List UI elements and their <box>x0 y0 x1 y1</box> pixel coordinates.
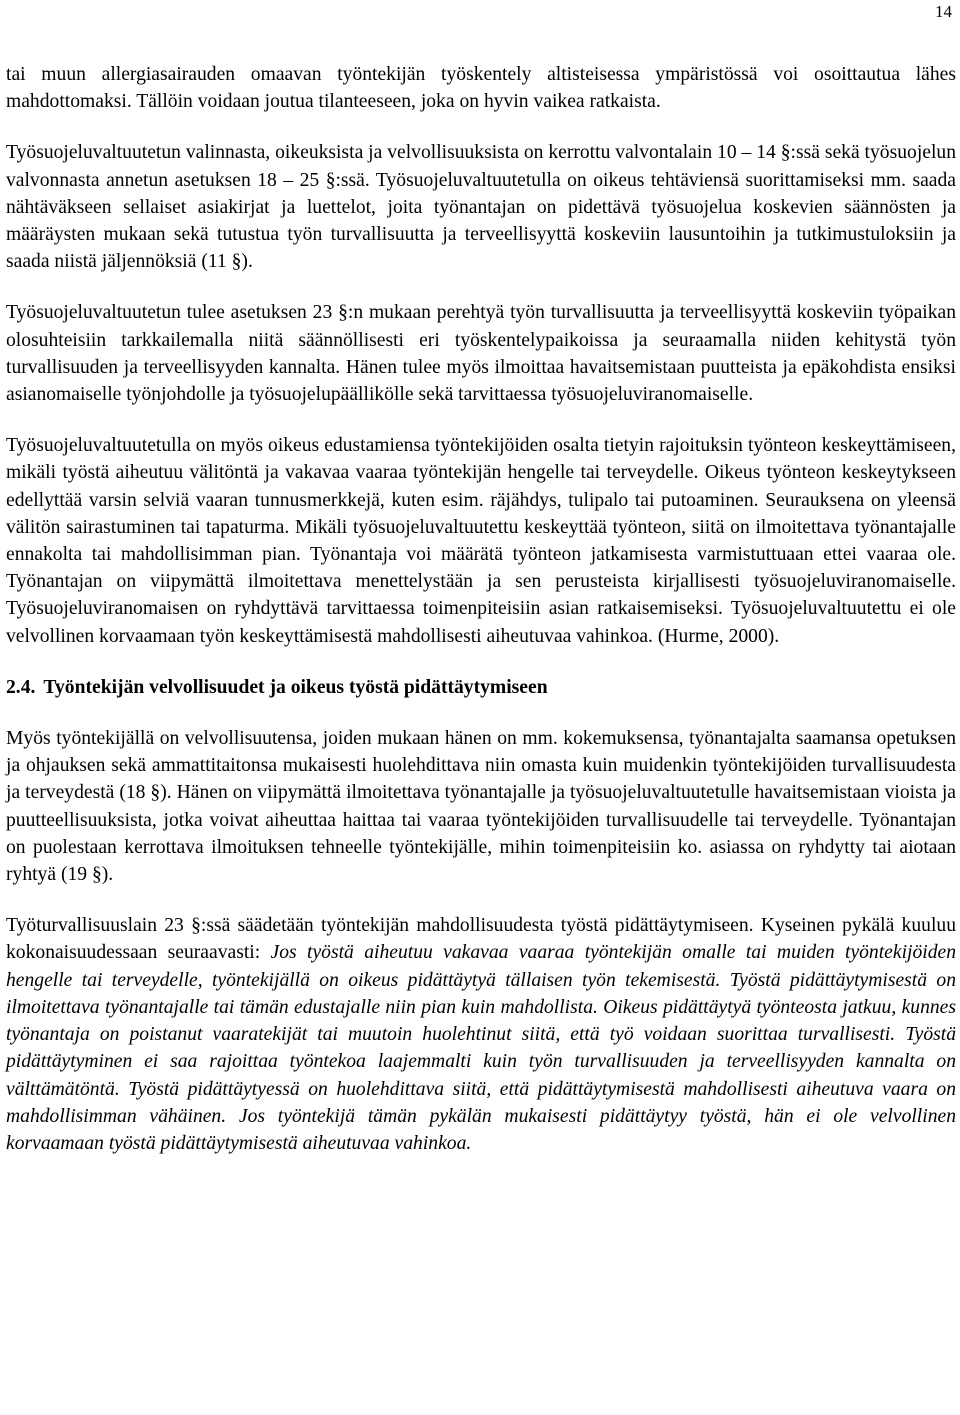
page-number: 14 <box>935 2 952 21</box>
section-number: 2.4. <box>6 676 36 698</box>
law-quote: Jos työstä aiheutuu vakavaa vaaraa työntekijän omalle tai muiden työntekijöiden hengelle tai terveydelle, työntekijällä on oikeus pidättäytyä tällaisen työn tekemisestä. Työstä pidättäytymisestä on ilmoitettava työnantajalle tai tämän edustajalle niin pian kuin mahdollista. Oikeus pidättäytyä työnteosta jatkuu, kunnes työnantaja on poistanut vaaratekijät tai muutoin huolehtinut siitä, että työ voidaan suorittaa turvallisesti. Työstä pidättäytyminen ei saa rajoittaa työntekoa laajemmalti kuin työn turvallisuuden ja terveellisyyden kannalta on välttämätöntä. Työstä pidättäytyessä on huolehdittava siitä, että pidättäytymisestä mahdollisesti aiheutuva vaara on mahdollisimman vähäinen. Jos työntekijä tämän pykälän mukaisesti pidättäytyy työstä, hän ei ole velvollinen korvaamaan työstä pidättäytymisestä aiheutuvaa vahinkoa. <box>6 942 956 1154</box>
paragraph-representative-duties: Työsuojeluvaltuutetun tulee asetuksen 23 §:n mukaan perehtyä työn turvallisuutta ja terveellisyyttä koskeviin työpaikan olosuhteisiin tarkkailemalla niitä säännöllisesti eri työskentelypaikoissa ja seuraamalla niiden kehitystä työn turvallisuuden ja terveellisyyden kannalta. Hänen tulee myös ilmoittaa havaitsemistaan puutteista ja epäkohdista ensiksi asianomaiselle työnjohdolle ja työsuojelupäällikölle sekä tarvittaessa työsuojeluviranomaiselle. <box>6 302 956 406</box>
document-body <box>6 61 956 1157</box>
section-title: Työntekijän velvollisuudet ja oikeus työstä pidättäytymiseen <box>43 676 548 698</box>
paragraph-representative-rights: Työsuojeluvaltuutetun valinnasta, oikeuksista ja velvollisuuksista on kerrottu valvontalain 10 – 14 §:ssä sekä työsuojelun valvonnasta annetun asetuksen 18 – 25 §:ssä. Työsuojeluvaltuutetulla on oikeus tehtäviensä suorittamiseksi mm. saada nähtäväkseen sellaiset asiakirjat ja luettelot, joita työnantajan on pidettävä työsuojelua koskevien säännösten ja määräysten mukaan sekä tutustua työn turvallisuutta ja terveellisyyttä koskeviin lausuntoihin ja tutkimustuloksiin ja saada niistä jäljennöksiä (11 §). <box>6 142 956 273</box>
section-heading <box>6 674 956 701</box>
paragraph-employee-duties: Myös työntekijällä on velvollisuutensa, joiden mukaan hänen on mm. kokemuksensa, työnantajalta saamansa opetuksen ja ohjauksen sekä ammattitaitonsa mukaisesti huolehdittava niin omasta kuin muidenkin työntekijöiden turvallisuudesta ja terveydestä (18 §). Hänen on viipymättä ilmoitettava työnantajalle ja työsuojeluvaltuutetulle havaitsemistaan vioista ja puutteellisuuksista, jotka voivat aiheuttaa haittaa tai vaaraa työntekijöiden turvallisuudelle tai terveydelle. Työnantajan on puolestaan kerrottava ilmoituksen tehneelle työntekijälle, mihin toimenpiteisiin ko. asiassa on ryhdytty tai aiotaan ryhtyä (19 §). <box>6 728 956 886</box>
paragraph-allergy: tai muun allergiasairauden omaavan työntekijän työskentely altisteisessa ympäristössä voi osoittautua lähes mahdottomaksi. Tällöin voidaan joutua tilanteeseen, joka on hyvin vaikea ratkaista. <box>6 64 956 113</box>
refusal-intro: Työturvallisuuslain 23 §:ssä säädetään työntekijän mahdollisuudesta työstä pidättäytymiseen. Kyseinen pykälä kuuluu kokonaisuudessaan seuraavasti: <box>6 915 956 964</box>
paragraph-work-interruption: Työsuojeluvaltuutetulla on myös oikeus edustamiensa työntekijöiden osalta tietyin rajoituksin työnteon keskeyttämiseen, mikäli työstä aiheutuu välitöntä ja vakavaa vaaraa työntekijän hengelle tai terveydelle. Oikeus työnteon keskeytykseen edellyttää varsin selviä vaaran tunnusmerkkejä, kuten esim. räjähdys, tulipalo tai putoaminen. Seurauksena on yleensä välitön sairastuminen tai tapaturma. Mikäli työsuojeluvaltuutettu keskeyttää työnteon, siitä on ilmoitettava työnantajalle ennakolta tai mahdollisimman pian. Työnantaja voi määrätä työnteon jatkamisesta varmistuttuaan ettei vaaraa ole. Työnantajan on viipymättä ilmoitettava menettelystään ja sen perusteista kirjallisesti työsuojeluviranomaiselle. Työsuojeluviranomaisen on ryhdyttävä tarvittaessa toimenpiteisiin asian ratkaisemiseksi. Työsuojeluvaltuutettu ei ole velvollinen korvaamaan työn keskeyttämisestä mahdollisesti aiheutuvaa vahinkoa. (Hurme, 2000). <box>6 435 956 647</box>
paragraph-refusal-right <box>6 912 956 1157</box>
